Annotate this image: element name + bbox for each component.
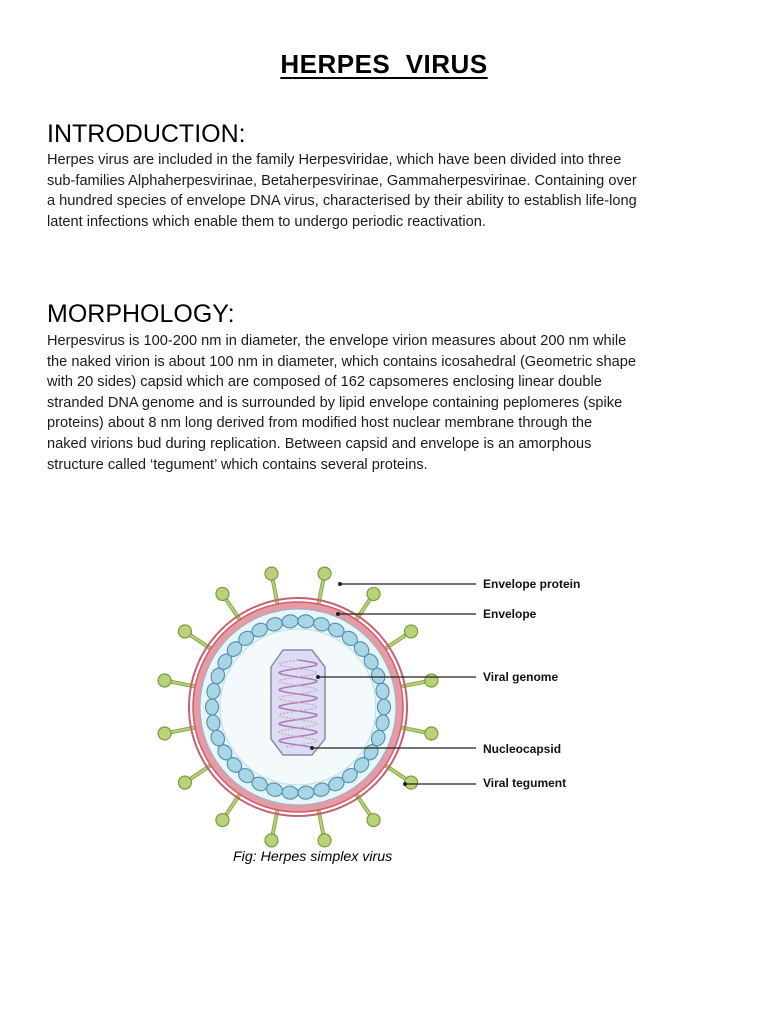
spike-head [425, 674, 438, 687]
leader-dot [338, 582, 342, 586]
label-envelope: Envelope [483, 607, 537, 621]
morphology-paragraph [47, 331, 722, 475]
herpes-virus-diagram [150, 565, 610, 850]
text-line: the naked virion is about 100 nm in diameter, which contains icosahedral (Geometric shape [47, 353, 636, 370]
morphology-heading: MORPHOLOGY: [47, 300, 235, 328]
text-line: with 20 sides) capsid which are composed of 162 capsomeres enclosing linear double [47, 374, 602, 391]
virus-svg [150, 565, 610, 850]
spike-head [178, 625, 191, 638]
spike-head [265, 567, 278, 580]
spike-head [178, 776, 191, 789]
spike-head [158, 674, 171, 687]
text-line: proteins) about 8 nm long derived from modified host nuclear membrane through the [47, 415, 593, 432]
spike-head [405, 776, 418, 789]
spike-head [216, 814, 229, 827]
spike-head [318, 567, 331, 580]
leader-dot [316, 675, 320, 679]
text-line: stranded DNA genome and is surrounded by lipid envelope containing peplomeres (spike [47, 394, 623, 411]
introduction-paragraph [47, 150, 722, 232]
text-line: Herpesvirus is 100-200 nm in diameter, the envelope virion measures about 200 nm while [47, 333, 627, 349]
spike-head [425, 727, 438, 740]
capsomere [378, 699, 391, 715]
label-nucleocapsid: Nucleocapsid [483, 742, 562, 756]
capsomere [206, 699, 219, 715]
text-line: sub-families Alphaherpesvirinae, Betaherpesvirinae, Gammaherpesvirinae. Containing over [47, 172, 637, 189]
leader-dot [336, 612, 340, 616]
spike-head [318, 834, 331, 847]
label-viral-tegument: Viral tegument [483, 776, 567, 790]
text-line: structure called ‘tegument’ which contains several proteins. [47, 456, 428, 473]
leader-dot [310, 746, 314, 750]
spike-head [265, 834, 278, 847]
text-line: Herpes virus are included in the family Herpesviridae, which have been divided into three [47, 152, 622, 168]
spike-head [216, 587, 229, 600]
page-title: HERPES VIRUS [280, 49, 488, 79]
label-viral-genome: Viral genome [483, 670, 559, 684]
text-line: naked virions bud during replication. Between capsid and envelope is an amorphous [47, 435, 592, 452]
spike-head [367, 814, 380, 827]
spike-head [405, 625, 418, 638]
leader-dot [403, 782, 407, 786]
figure-caption: Fig: Herpes simplex virus [233, 849, 393, 865]
spike-head [158, 727, 171, 740]
label-envelope-protein: Envelope protein [483, 577, 581, 591]
introduction-heading: INTRODUCTION: [47, 120, 246, 148]
text-line: latent infections which enable them to undergo periodic reactivation. [47, 213, 486, 230]
text-line: a hundred species of envelope DNA virus, characterised by their ability to establish life-long [47, 193, 637, 210]
spike-head [367, 587, 380, 600]
